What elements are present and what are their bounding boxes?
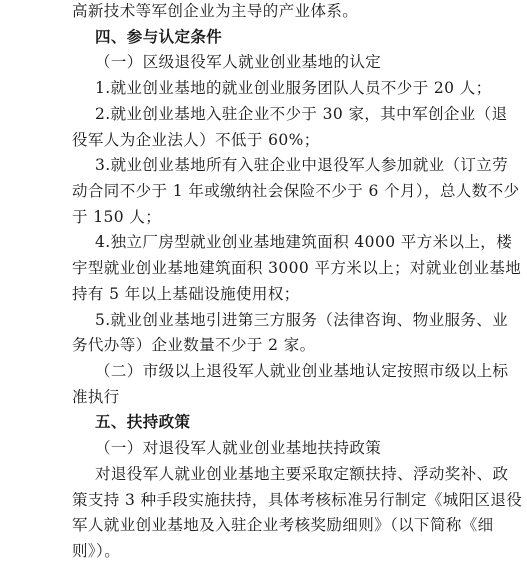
paragraph-line: 策支持 3 种手段实施扶持，具体考核标准另行制定《城阳区退役 — [72, 491, 523, 509]
list-item-continuation: 于 150 人； — [72, 208, 162, 226]
list-item-continuation: 务代办等）企业数量不少于 2 家。 — [72, 336, 316, 354]
list-item-continuation: 动合同不少于 1 年或缴纳社会保险不少于 6 个月），总人数不少 — [72, 182, 520, 200]
subsection-heading: （一）对退役军人就业创业基地扶持政策 — [95, 439, 382, 457]
list-item-line: 1.就业创业基地的就业创业服务团队人员不少于 20 人； — [95, 79, 492, 97]
list-item-continuation: 役军人为企业法人）不低于 60%； — [72, 131, 320, 149]
section-heading-four: 四、参与认定条件 — [95, 28, 223, 46]
paragraph-line: 则》）。 — [72, 542, 121, 560]
list-item-line: 3.就业创业基地所有入驻企业中退役军人参加就业（订立劳 — [95, 156, 509, 174]
subsection-heading: （一）区级退役军人就业创业基地的认定 — [95, 53, 382, 71]
section-heading-five: 五、扶持政策 — [95, 413, 191, 431]
subsection-continuation: 准执行 — [72, 388, 120, 406]
list-item-continuation: 持有 5 年以上基础设施使用权； — [72, 285, 300, 303]
list-item-continuation: 宇型就业创业基地建筑面积 3000 平方米以上；对就业创业基地 — [72, 259, 522, 277]
paragraph-line: 军人就业创业基地及入驻企业考核奖励细则》（以下简称《细 — [72, 516, 494, 534]
subsection-heading: （二）市级以上退役军人就业创业基地认定按照市级以上标 — [95, 362, 509, 380]
list-item-line: 4.独立厂房型就业创业基地建筑面积 4000 平方米以上，楼 — [95, 233, 513, 251]
list-item-line: 2.就业创业基地入驻企业不少于 30 家，其中军创企业（退 — [95, 105, 508, 123]
paragraph-line: 高新技术等军创企业为主导的产业体系。 — [72, 2, 359, 20]
paragraph-line: 对退役军人就业创业基地主要采取定额扶持、浮动奖补、政 — [95, 465, 509, 483]
list-item-line: 5.就业创业基地引进第三方服务（法律咨询、物业服务、业 — [95, 311, 509, 329]
